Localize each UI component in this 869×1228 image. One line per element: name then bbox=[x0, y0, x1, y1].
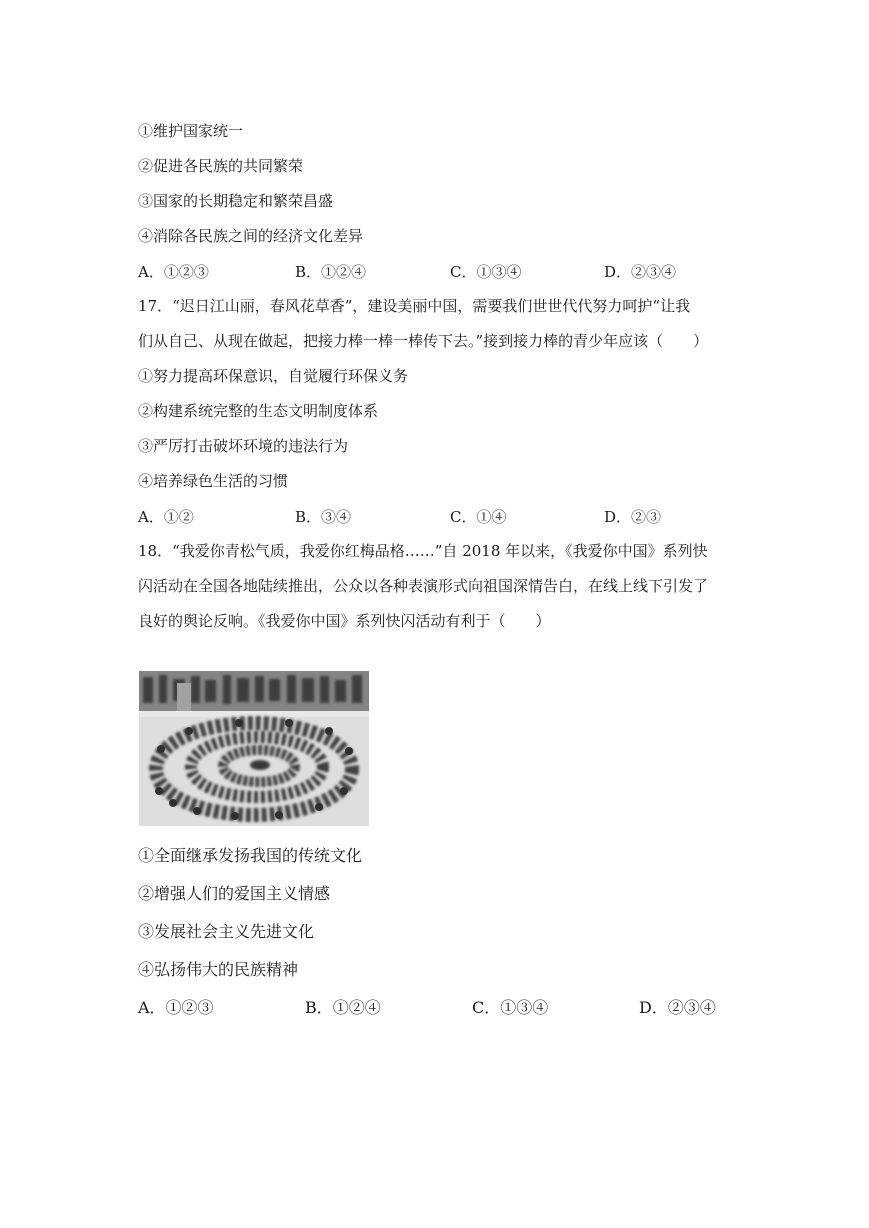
q17-option-b[interactable]: B．③④ bbox=[295, 508, 352, 526]
q17-option-a[interactable]: A．①② bbox=[138, 508, 194, 526]
q18-option-c[interactable]: C．①③④ bbox=[472, 998, 549, 1017]
q18-stem-line-1: 18．“我爱你青松气质，我爱你红梅品格……”自 2018 年以来，《我爱你中国》系列快 bbox=[138, 542, 708, 560]
q18-item-1: ①全面继承发扬我国的传统文化 bbox=[138, 846, 363, 865]
q16-option-d[interactable]: D．②③④ bbox=[604, 263, 677, 281]
q17-item-3: ③严厉打击破坏环境的违法行为 bbox=[138, 437, 349, 455]
q16-option-c[interactable]: C．①③④ bbox=[450, 263, 522, 281]
q17-item-2: ②构建系统完整的生态文明制度体系 bbox=[138, 402, 379, 420]
q17-stem-line-1: 17．“迟日江山丽，春风花草香”，建设美丽中国，需要我们世世代代努力呵护“让我 bbox=[138, 297, 691, 315]
q16-option-b[interactable]: B．①②④ bbox=[295, 263, 367, 281]
q18-item-2: ②增强人们的爱国主义情感 bbox=[138, 884, 331, 903]
q17-item-1: ①努力提高环保意识，自觉履行环保义务 bbox=[138, 367, 409, 385]
q18-item-4: ④弘扬伟大的民族精神 bbox=[138, 960, 299, 979]
crowd-image bbox=[139, 671, 369, 826]
q17-option-c[interactable]: C．①④ bbox=[450, 508, 507, 526]
q16-item-3: ③国家的长期稳定和繁荣昌盛 bbox=[138, 192, 334, 210]
q16-item-1: ①维护国家统一 bbox=[138, 122, 244, 140]
q18-option-a[interactable]: A．①②③ bbox=[138, 998, 214, 1017]
q17-stem-line-2: 们从自己、从现在做起，把接力棒一棒一棒传下去。”接到接力棒的青少年应该（ ） bbox=[138, 332, 709, 350]
flash-mob-photo bbox=[139, 671, 369, 826]
q16-item-4: ④消除各民族之间的经济文化差异 bbox=[138, 227, 364, 245]
q18-option-d[interactable]: D．②③④ bbox=[639, 998, 716, 1017]
q18-stem-line-2: 闪活动在全国各地陆续推出，公众以各种表演形式向祖国深情告白，在线上线下引发了 bbox=[138, 577, 709, 595]
q16-option-a[interactable]: A．①②③ bbox=[138, 263, 209, 281]
q17-option-d[interactable]: D．②③ bbox=[604, 508, 662, 526]
q18-stem-line-3: 良好的舆论反响。《我爱你中国》系列快闪活动有利于（ ） bbox=[138, 612, 551, 630]
q17-item-4: ④培养绿色生活的习惯 bbox=[138, 472, 289, 490]
q18-item-3: ③发展社会主义先进文化 bbox=[138, 922, 315, 941]
q16-item-2: ②促进各民族的共同繁荣 bbox=[138, 157, 304, 175]
q18-option-b[interactable]: B．①②④ bbox=[305, 998, 381, 1017]
